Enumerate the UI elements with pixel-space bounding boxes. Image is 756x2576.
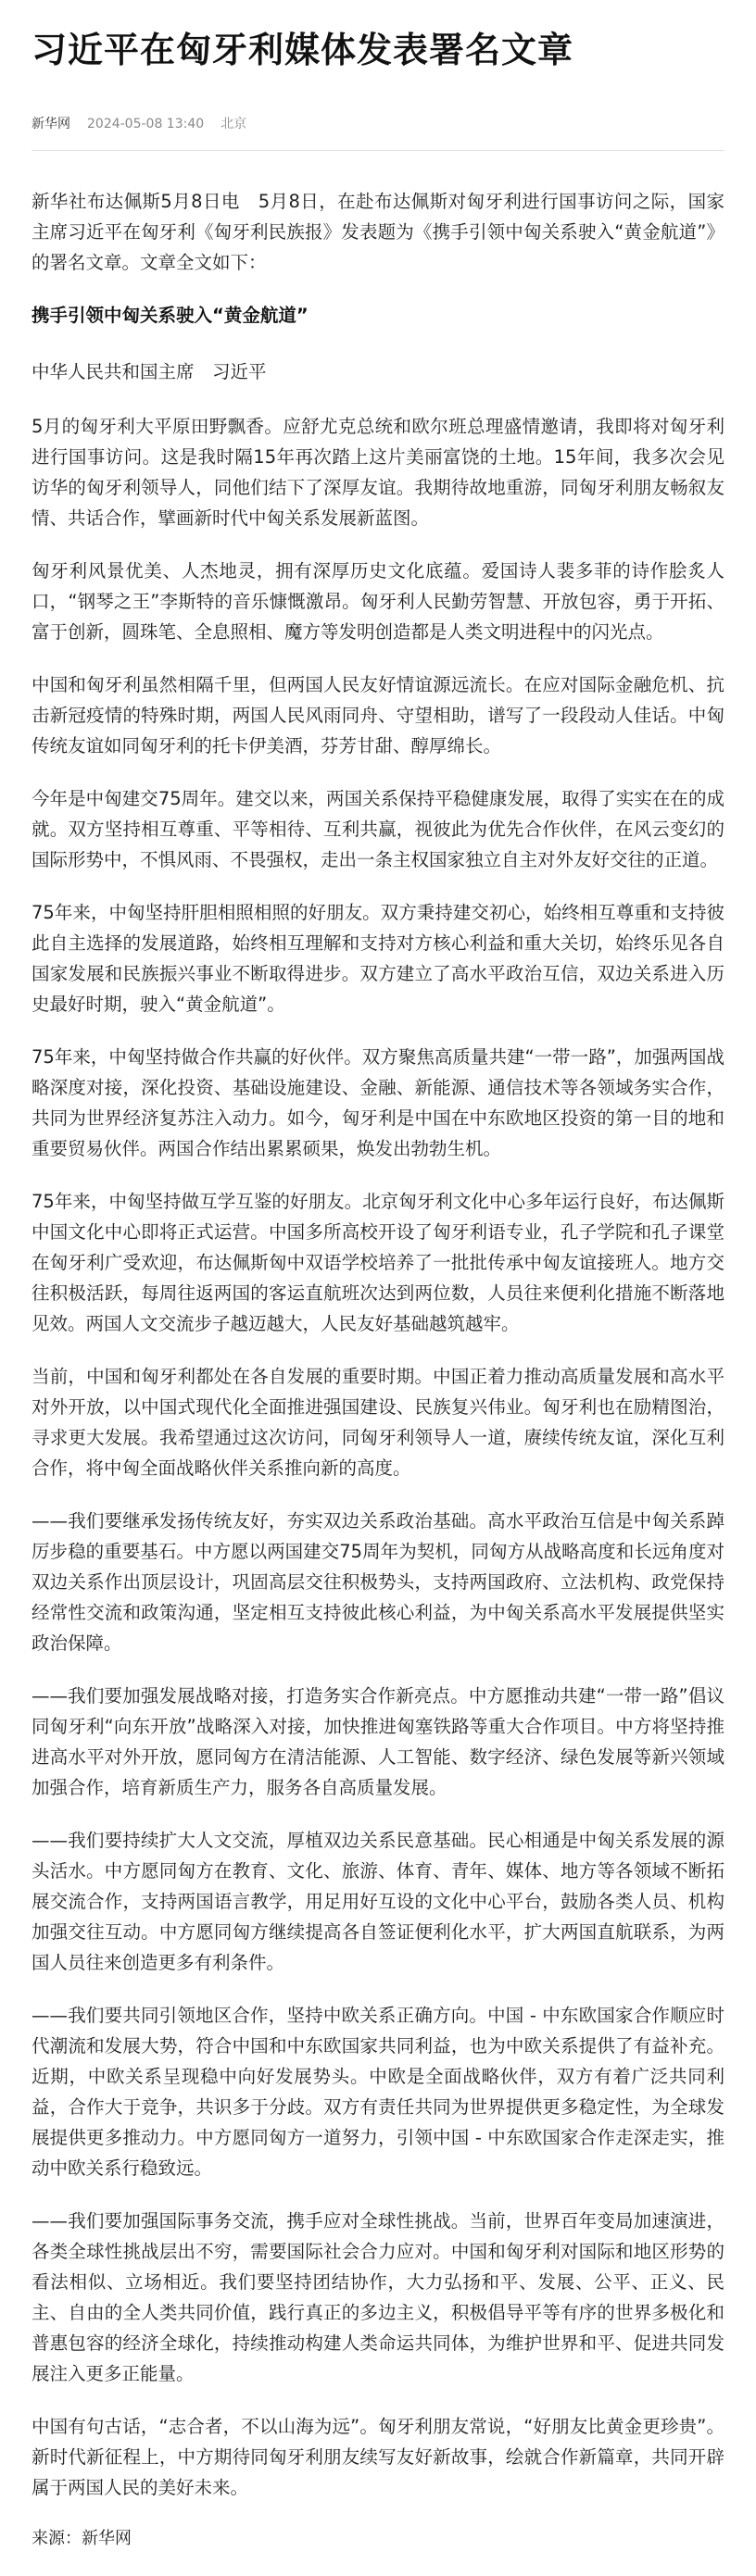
article-paragraph: ——我们要加强国际事务交流，携手应对全球性挑战。当前，世界百年变局加速演进，各类全球性挑战层出不穷，需要国际社会合力应对。中国和匈牙利对国际和地区形势的看法相似、立场相近。我们要坚持团结协作，大力弘扬和平、发展、公平、正义、民主、自由的全人类共同价值，践行真正的多边主义，积极倡导平等有序的世界多极化和普惠包容的经济全球化，持续推动构建人类命运共同体，为维护世界和平、促进共同发展注入更多正能量。 bbox=[32, 2210, 724, 2384]
article-paragraph: 当前，中国和匈牙利都处在各自发展的重要时期。中国正着力推动高质量发展和高水平对外开放，以中国式现代化全面推进强国建设、民族复兴伟业。匈牙利也在励精图治，寻求更大发展。我希望通过这次访问，同匈牙利领导人一道，赓续传统友谊，深化互利合作，将中匈全面战略伙伴关系推向新的高度。 bbox=[32, 1366, 724, 1479]
article-subtitle: 携手引领中匈关系驶入“黄金航道” bbox=[32, 305, 309, 326]
article-paragraph: ——我们要加强发展战略对接，打造务实合作新亮点。中方愿推动共建“一带一路”倡议同匈牙利“向东开放”战略深入对接，加快推进匈塞铁路等重大合作项目。中方将坚持推进高水平对外开放，愿同匈方在清洁能源、人工智能、数字经济、绿色发展等新兴领域加强合作，培育新质生产力，服务各自高质量发展。 bbox=[32, 1685, 724, 1798]
article-paragraph: 中国和匈牙利虽然相隔千里，但两国人民友好情谊源远流长。在应对国际金融危机、抗击新冠疫情的特殊时期，两国人民风雨同舟、守望相助，谱写了一段段动人佳话。中匈传统友谊如同匈牙利的托卡伊美酒，芬芳甘甜、醇厚绵长。 bbox=[32, 674, 724, 757]
article-paragraph: 75年来，中匈坚持做互学互鉴的好朋友。北京匈牙利文化中心多年运行良好，布达佩斯中国文化中心即将正式运营。中国多所高校开设了匈牙利语专业，孔子学院和孔子课堂在匈牙利广受欢迎，布达佩斯匈中双语学校培养了一批批传承中匈友谊接班人。地方交往积极活跃，每周往返两国的客运直航班次达到两位数，人员往来便利化措施不断落地见效。两国人文交流步子越迈越大，人民友好基础越筑越牢。 bbox=[32, 1191, 724, 1334]
header-divider bbox=[32, 150, 724, 151]
article-paragraph: ——我们要共同引领地区合作，坚持中欧关系正确方向。中国 - 中东欧国家合作顺应时代潮流和发展大势，符合中国和中东欧国家共同利益，也为中欧关系提供了有益补充。近期，中欧关系呈现稳中向好发展势头。中欧是全面战略伙伴，双方有着广泛共同利益，合作大于竞争，共识多于分歧。双方有责任共同为世界提供更多稳定性，为全球发展提供更多推动力。中方愿同匈方一道努力，引领中国 - 中东欧国家合作走深走实，推动中欧关系行稳致远。 bbox=[32, 2005, 724, 2179]
meta-location: 北京 bbox=[220, 117, 247, 131]
article-footer-source: 来源：新华网 bbox=[32, 2529, 132, 2548]
article-paragraph: ——我们要继承发扬传统友好，夯实双边关系政治基础。高水平政治互信是中匈关系踔厉步稳的重要基石。中方愿以两国建交75周年为契机，同匈方从战略高度和长远角度对双边关系作出顶层设计，巩固高层交往积极势头，支持两国政府、立法机构、政党保持经常性交流和政策沟通，坚定相互支持彼此核心利益，为中匈关系高水平发展提供坚实政治保障。 bbox=[32, 1510, 724, 1654]
article-paragraph: 匈牙利风景优美、人杰地灵，拥有深厚历史文化底蕴。爱国诗人裴多菲的诗作脍炙人口，“钢琴之王”李斯特的音乐慷慨激昂。匈牙利人民勤劳智慧、开放包容，勇于开拓、富于创新，圆珠笔、全息照相、魔方等发明创造都是人类文明进程中的闪光点。 bbox=[32, 560, 724, 643]
article-paragraph: 中国有句古话，“志合者，不以山海为远”。匈牙利朋友常说，“好朋友比黄金更珍贵”。新时代新征程上，中方期待同匈牙利朋友续写友好新故事，绘就合作新篇章，共同开辟属于两国人民的美好未来。 bbox=[32, 2416, 724, 2498]
article-body bbox=[32, 186, 724, 2503]
article-paragraph: 75年来，中匈坚持做合作共赢的好伙伴。双方聚焦高质量共建“一带一路”，加强两国战略深度对接，深化投资、基础设施建设、金融、新能源、通信技术等各领域务实合作，共同为世界经济复苏注入动力。如今，匈牙利是中国在中东欧地区投资的第一目的地和重要贸易伙伴。两国合作结出累累硕果，焕发出勃勃生机。 bbox=[32, 1046, 724, 1159]
article-paragraph: ——我们要持续扩大人文交流，厚植双边关系民意基础。民心相通是中匈关系发展的源头活水。中方愿同匈方在教育、文化、旅游、体育、青年、媒体、地方等各领域不断拓展交流合作，支持两国语言教学，用足用好互设的文化中心平台，鼓励各类人员、机构加强交往互动。中方愿同匈方继续提高各自签证便利化水平，扩大两国直航联系，为两国人员往来创造更多有利条件。 bbox=[32, 1830, 724, 1973]
article-paragraph: 今年是中匈建交75周年。建交以来，两国关系保持平稳健康发展，取得了实实在在的成就。双方坚持相互尊重、平等相待、互利共赢，视彼此为优先合作伙伴，在风云变幻的国际形势中，不惧风雨、不畏强权，走出一条主权国家独立自主对外友好交往的正道。 bbox=[32, 788, 724, 870]
article-meta bbox=[32, 115, 724, 133]
meta-datetime: 2024-05-08 13:40 bbox=[87, 117, 205, 131]
article-paragraph: 75年来，中匈坚持肝胆相照相照的好朋友。双方秉持建交初心，始终相互尊重和支持彼此自主选择的发展道路，始终相互理解和支持对方核心利益和重大关切，始终乐见各自国家发展和民族振兴事业不断取得进步。双方建立了高水平政治互信，双边关系进入历史最好时期，驶入“黄金航道”。 bbox=[32, 902, 724, 1015]
article-title: 习近平在匈牙利媒体发表署名文章 bbox=[32, 30, 574, 70]
meta-source-name[interactable]: 新华网 bbox=[32, 117, 70, 131]
article-byline: 中华人民共和国主席 习近平 bbox=[32, 361, 267, 382]
article-lead-paragraph: 新华社布达佩斯5月8日电 5月8日，在赴布达佩斯对匈牙利进行国事访问之际，国家主席习近平在匈牙利《匈牙利民族报》发表题为《携手引领中匈关系驶入“黄金航道”》的署名文章。文章全文如下： bbox=[32, 191, 724, 273]
article-paragraph: 5月的匈牙利大平原田野飘香。应舒尤克总统和欧尔班总理盛情邀请，我即将对匈牙利进行国事访问。这是我时隔15年再次踏上这片美丽富饶的土地。15年间，我多次会见访华的匈牙利领导人，同他们结下了深厚友谊。我期待故地重游，同匈牙利朋友畅叙友情、共话合作，擘画新时代中匈关系发展新蓝图。 bbox=[32, 416, 724, 529]
